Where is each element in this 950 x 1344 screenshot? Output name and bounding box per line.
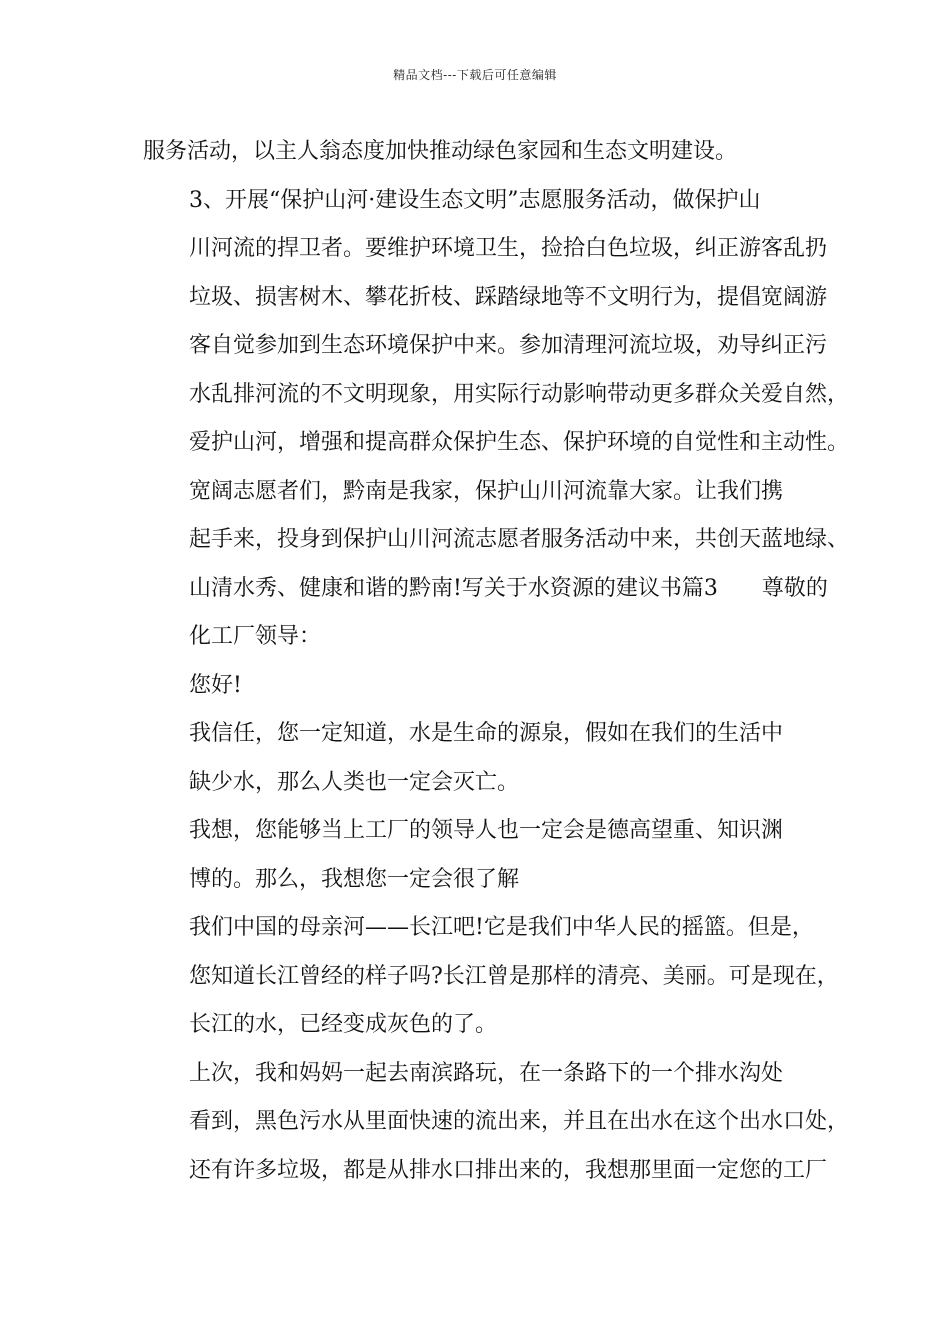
text-line: 爱护山河，增强和提高群众保护生态、保护环境的自觉性和主动性。 (189, 430, 850, 455)
text-line: 山清水秀、健康和谐的黔南!写关于水资源的建议书篇3 尊敬的 (189, 575, 828, 601)
paragraph-7 (143, 904, 839, 1050)
text-line: 垃圾、损害树木、攀花折枝、踩踏绿地等不文明行为，提倡宽阔游 (189, 284, 828, 310)
text-line: 长江的水，已经变成灰色的了。 (189, 1012, 498, 1037)
page-header: 精品文档---下载后可任意编辑 (393, 68, 557, 82)
text-line: 我们中国的母亲河——长江吧!它是我们中华人民的摇篮。但是， (189, 915, 814, 940)
text-line: 博的。那么，我想您一定会很了解 (189, 866, 520, 892)
paragraph-1 (143, 128, 823, 177)
text-line: 3、开展“保护山河·建设生态文明”志愿服务活动，做保护山 (189, 187, 761, 213)
paragraph-4 (143, 662, 823, 711)
paragraph-6 (143, 807, 823, 904)
text-line: 化工厂领导： (189, 624, 322, 649)
text-line: 缺少水，那么人类也一定会灭亡。 (189, 769, 520, 795)
text-line: 还有许多垃圾，都是从排水口排出来的，我想那里面一定您的工厂 (189, 1157, 828, 1183)
text-line: 看到，黑色污水从里面快速的流出来，并且在出水在这个出水口处， (189, 1109, 850, 1134)
text-line: 宽阔志愿者们，黔南是我家，保护山川河流靠大家。让我们携 (189, 478, 784, 504)
text-line: 川河流的捍卫者。要维护环境卫生，捡拾白色垃圾，纠正游客乱扔 (189, 236, 828, 261)
text-line: 您好! (189, 672, 242, 698)
text-line: 我信任，您一定知道，水是生命的源泉，假如在我们的生活中 (189, 721, 784, 746)
text-line: 服务活动，以主人翁态度加快推动绿色家园和生态文明建设。 (143, 139, 738, 164)
text-line: 您知道长江曾经的样子吗?长江曾是那样的清亮、美丽。可是现在， (189, 963, 839, 989)
text-line: 我想，您能够当上工厂的领导人也一定会是德高望重、知识渊 (189, 818, 784, 843)
paragraph-8 (143, 1050, 850, 1196)
paragraph-5 (143, 710, 823, 807)
document-body (143, 128, 850, 1195)
text-line: 客自觉参加到生态环境保护中来。参加清理河流垃圾，劝导纠正污 (189, 333, 828, 358)
paragraph-2 (143, 177, 850, 468)
text-line: 水乱排河流的不文明现象，用实际行动影响带动更多群众关爱自然， (189, 381, 850, 407)
text-line: 上次，我和妈妈一起去南滨路玩，在一条路下的一个排水沟处 (189, 1060, 784, 1086)
paragraph-3 (143, 468, 850, 662)
text-line: 起手来，投身到保护山川河流志愿者服务活动中来，共创天蓝地绿、 (189, 527, 850, 552)
